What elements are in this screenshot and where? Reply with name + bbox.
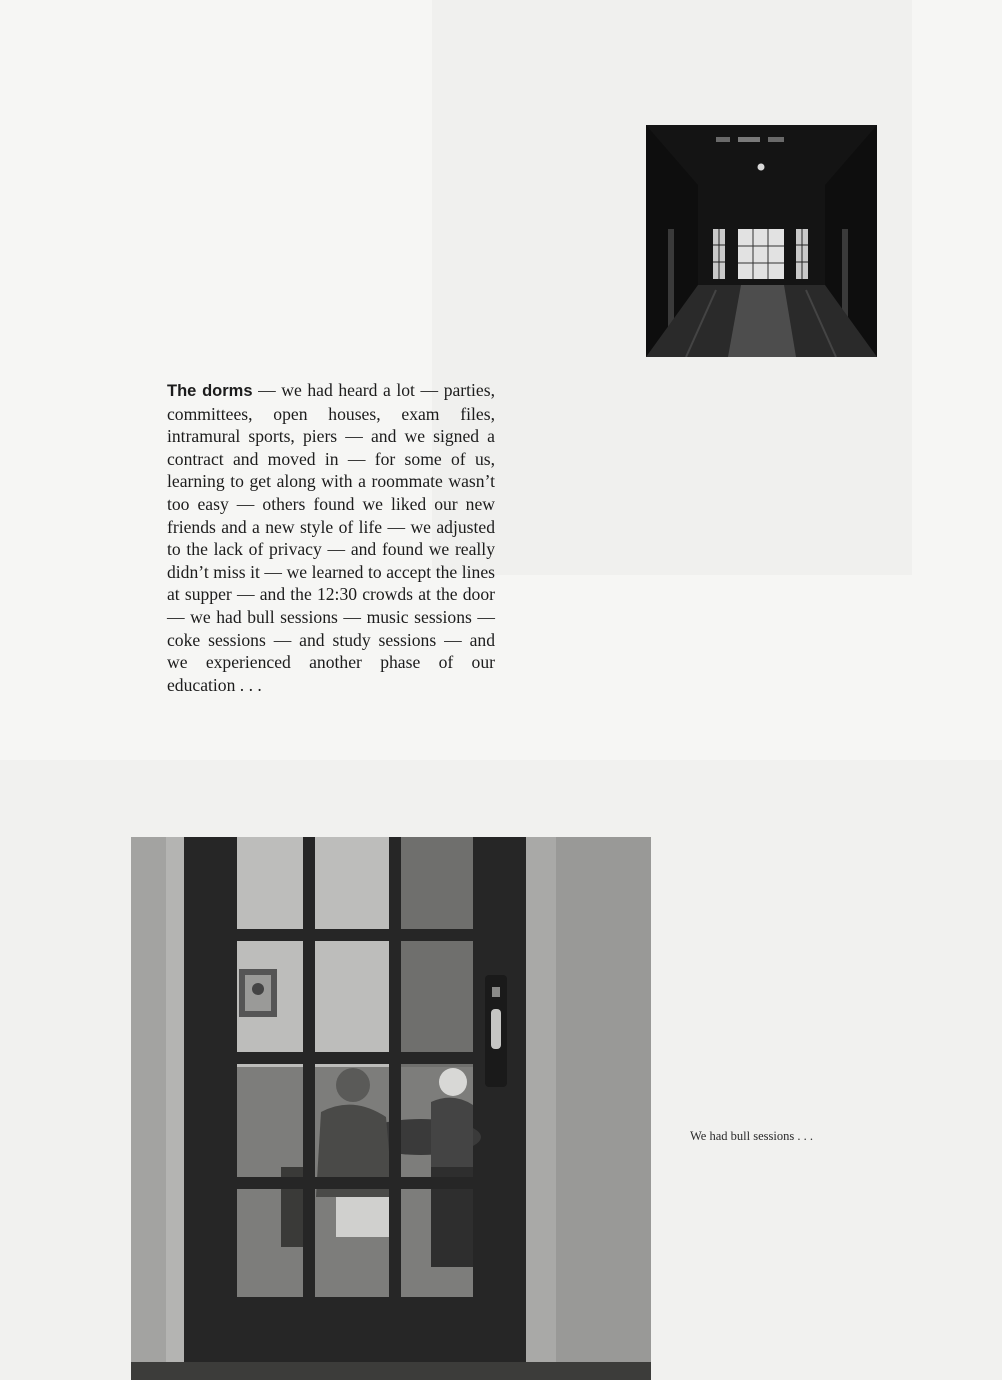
hallway-photo (646, 125, 877, 357)
hallway-photo-illustration (646, 125, 877, 357)
article-text: — we had heard a lot — parties, committees, open houses, exam files, intramural sports, piers — and we signed a contract and moved in — for some of us, learning to get along with a roommate wasn’t too easy — others found we liked our new friends and a new style of life — we adjusted to the lack of privacy — and found we really didn’t miss it — we learned to accept the lines at supper — and the 12:30 crowds at the door — we had bull sessions — music sessions — coke sessions — and study sessions — and we experienced another phase of our education . . . (167, 380, 495, 695)
article-lead: The dorms (167, 382, 253, 400)
photo-caption: We had bull sessions . . . (690, 1129, 813, 1143)
door-photo (131, 837, 651, 1380)
article-body (167, 379, 495, 696)
door-photo-illustration (131, 837, 651, 1380)
